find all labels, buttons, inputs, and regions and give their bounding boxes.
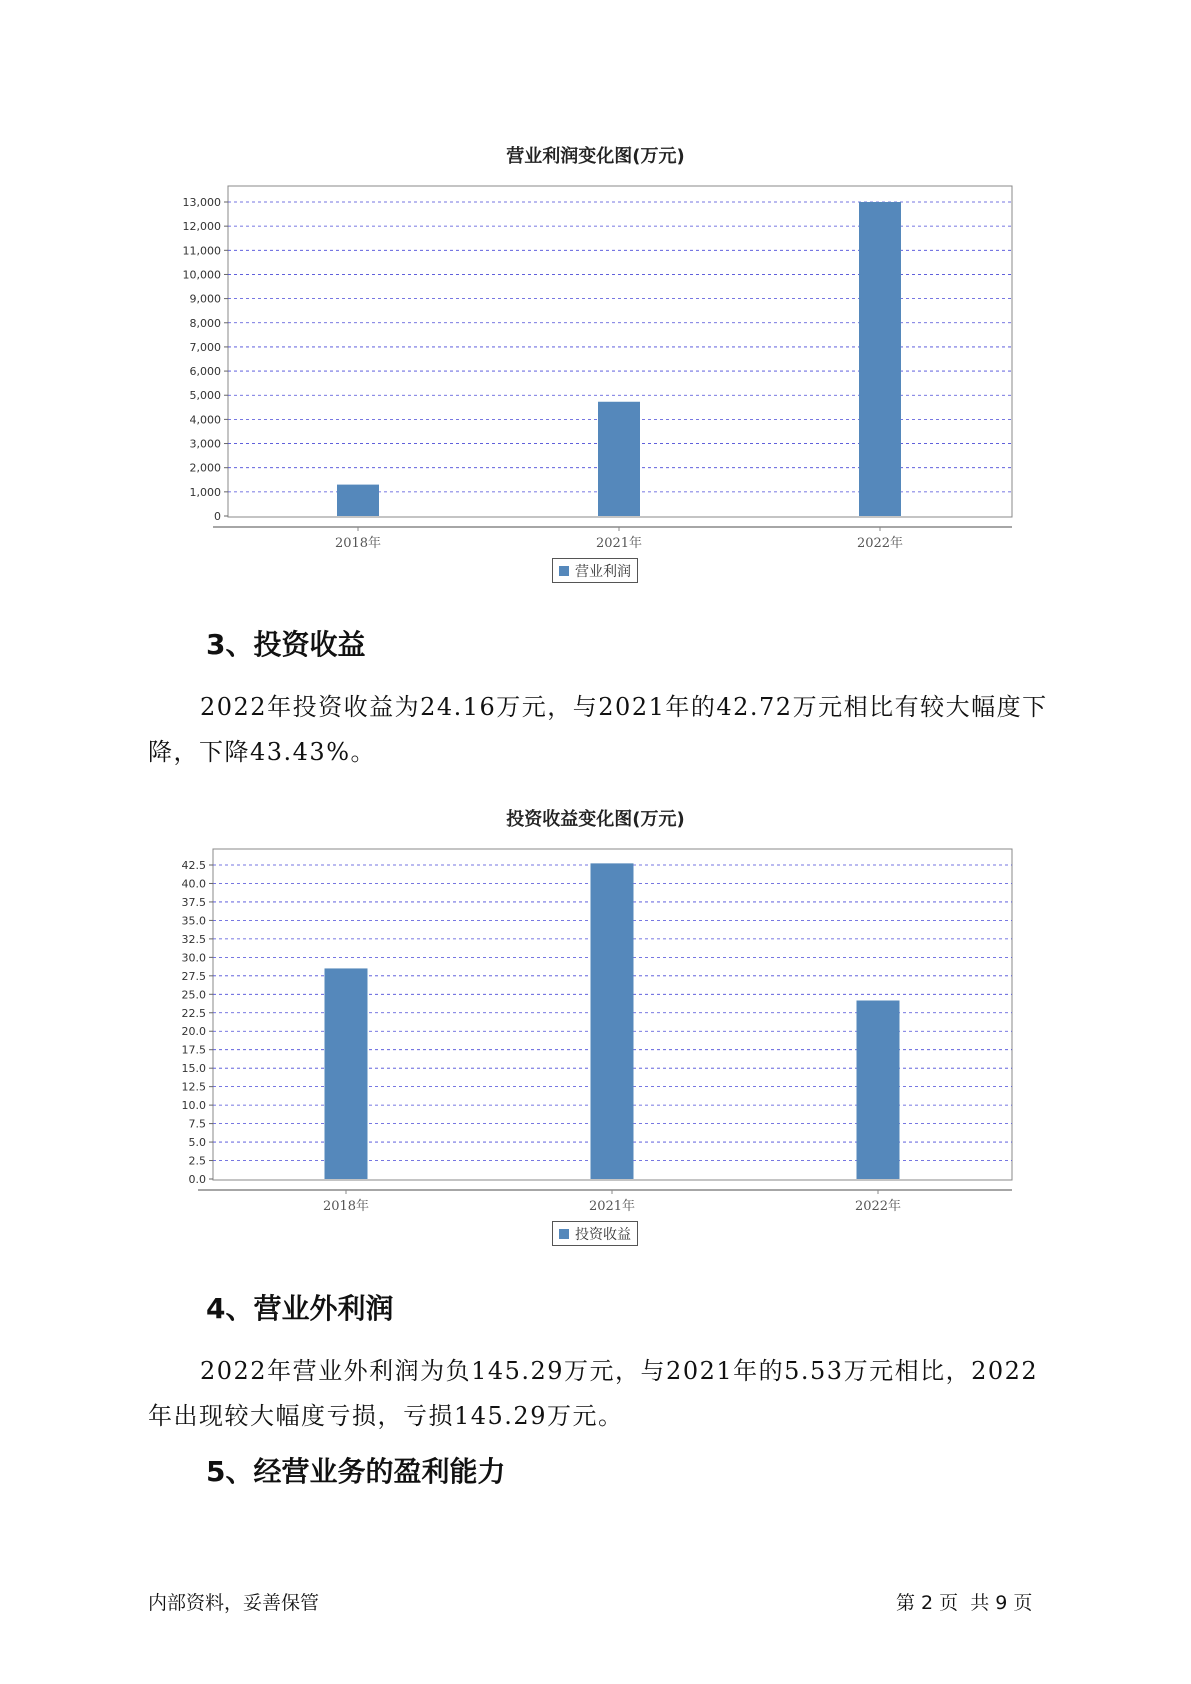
chart-title: 营业利润变化图(万元) [506, 146, 685, 167]
y-tick-label: 5.0 [188, 1136, 206, 1150]
bar [859, 202, 901, 516]
bar [337, 485, 379, 516]
footer-confidential-note: 内部资料，妥善保管 [148, 1592, 320, 1614]
y-tick-label: 10.0 [181, 1099, 206, 1113]
legend-label: 营业利润 [575, 563, 631, 580]
paragraph [148, 1349, 1048, 1439]
y-tick-label: 42.5 [181, 859, 206, 872]
y-tick-label: 12,000 [182, 220, 221, 234]
y-tick-label: 15.0 [181, 1062, 206, 1076]
y-tick-label: 32.5 [181, 932, 206, 946]
section-heading: 4、营业外利润 [206, 1292, 394, 1325]
x-tick-label: 2018年 [334, 536, 382, 551]
section-heading: 3、投资收益 [206, 628, 366, 661]
y-tick-label: 35.0 [181, 914, 206, 928]
footer-page-number: 第 2 页 共 9 页 [896, 1592, 1033, 1614]
bar-chart-investment-income [0, 834, 1191, 1214]
y-tick-label: 40.0 [181, 877, 206, 891]
y-tick-label: 11,000 [182, 244, 221, 258]
y-tick-label: 5,000 [189, 389, 221, 403]
y-tick-label: 22.5 [181, 1006, 206, 1020]
y-tick-label: 7.5 [188, 1117, 206, 1131]
y-tick-label: 2.5 [188, 1154, 206, 1168]
legend-swatch [559, 566, 569, 576]
y-tick-label: 12.5 [181, 1080, 206, 1094]
y-tick-label: 7,000 [189, 340, 221, 354]
x-tick-label: 2022年 [856, 536, 904, 551]
bar [591, 863, 634, 1179]
y-tick-label: 8,000 [189, 316, 221, 330]
section-heading: 5、经营业务的盈利能力 [206, 1455, 506, 1488]
y-tick-label: 10,000 [182, 268, 221, 282]
y-tick-label: 2,000 [189, 461, 221, 475]
y-tick-label: 9,000 [189, 292, 221, 306]
paragraph-text: 2022年投资收益为24.16万元，与2021年的42.72万元相比有较大幅度下降，下降43.43%。 [148, 693, 1048, 766]
y-tick-label: 3,000 [189, 437, 221, 451]
y-tick-label: 0.0 [188, 1173, 206, 1186]
y-tick-label: 13,000 [182, 196, 221, 209]
y-tick-label: 27.5 [181, 969, 206, 983]
y-tick-label: 6,000 [189, 365, 221, 379]
y-tick-label: 25.0 [181, 988, 206, 1002]
bar [325, 968, 368, 1179]
y-tick-label: 1,000 [189, 485, 221, 499]
x-tick-label: 2021年 [588, 1199, 636, 1214]
paragraph-text: 2022年营业外利润为负145.29万元，与2021年的5.53万元相比，2022年出现较大幅度亏损，亏损145.29万元。 [148, 1357, 1039, 1430]
paragraph [148, 685, 1048, 775]
bar [857, 1001, 900, 1179]
y-tick-label: 17.5 [181, 1043, 206, 1057]
chart-legend [552, 558, 638, 583]
y-tick-label: 37.5 [181, 895, 206, 909]
chart-title: 投资收益变化图(万元) [506, 809, 685, 830]
chart-legend [552, 1221, 638, 1246]
y-tick-label: 20.0 [181, 1025, 206, 1039]
legend-label: 投资收益 [575, 1226, 631, 1243]
bar [598, 402, 640, 516]
y-tick-label: 30.0 [181, 951, 206, 965]
y-tick-label: 0 [214, 510, 221, 523]
y-tick-label: 4,000 [189, 413, 221, 427]
bar-chart-operating-profit [0, 170, 1191, 551]
x-tick-label: 2022年 [854, 1199, 902, 1214]
legend-swatch [559, 1229, 569, 1239]
x-tick-label: 2018年 [322, 1199, 370, 1214]
x-tick-label: 2021年 [595, 536, 643, 551]
